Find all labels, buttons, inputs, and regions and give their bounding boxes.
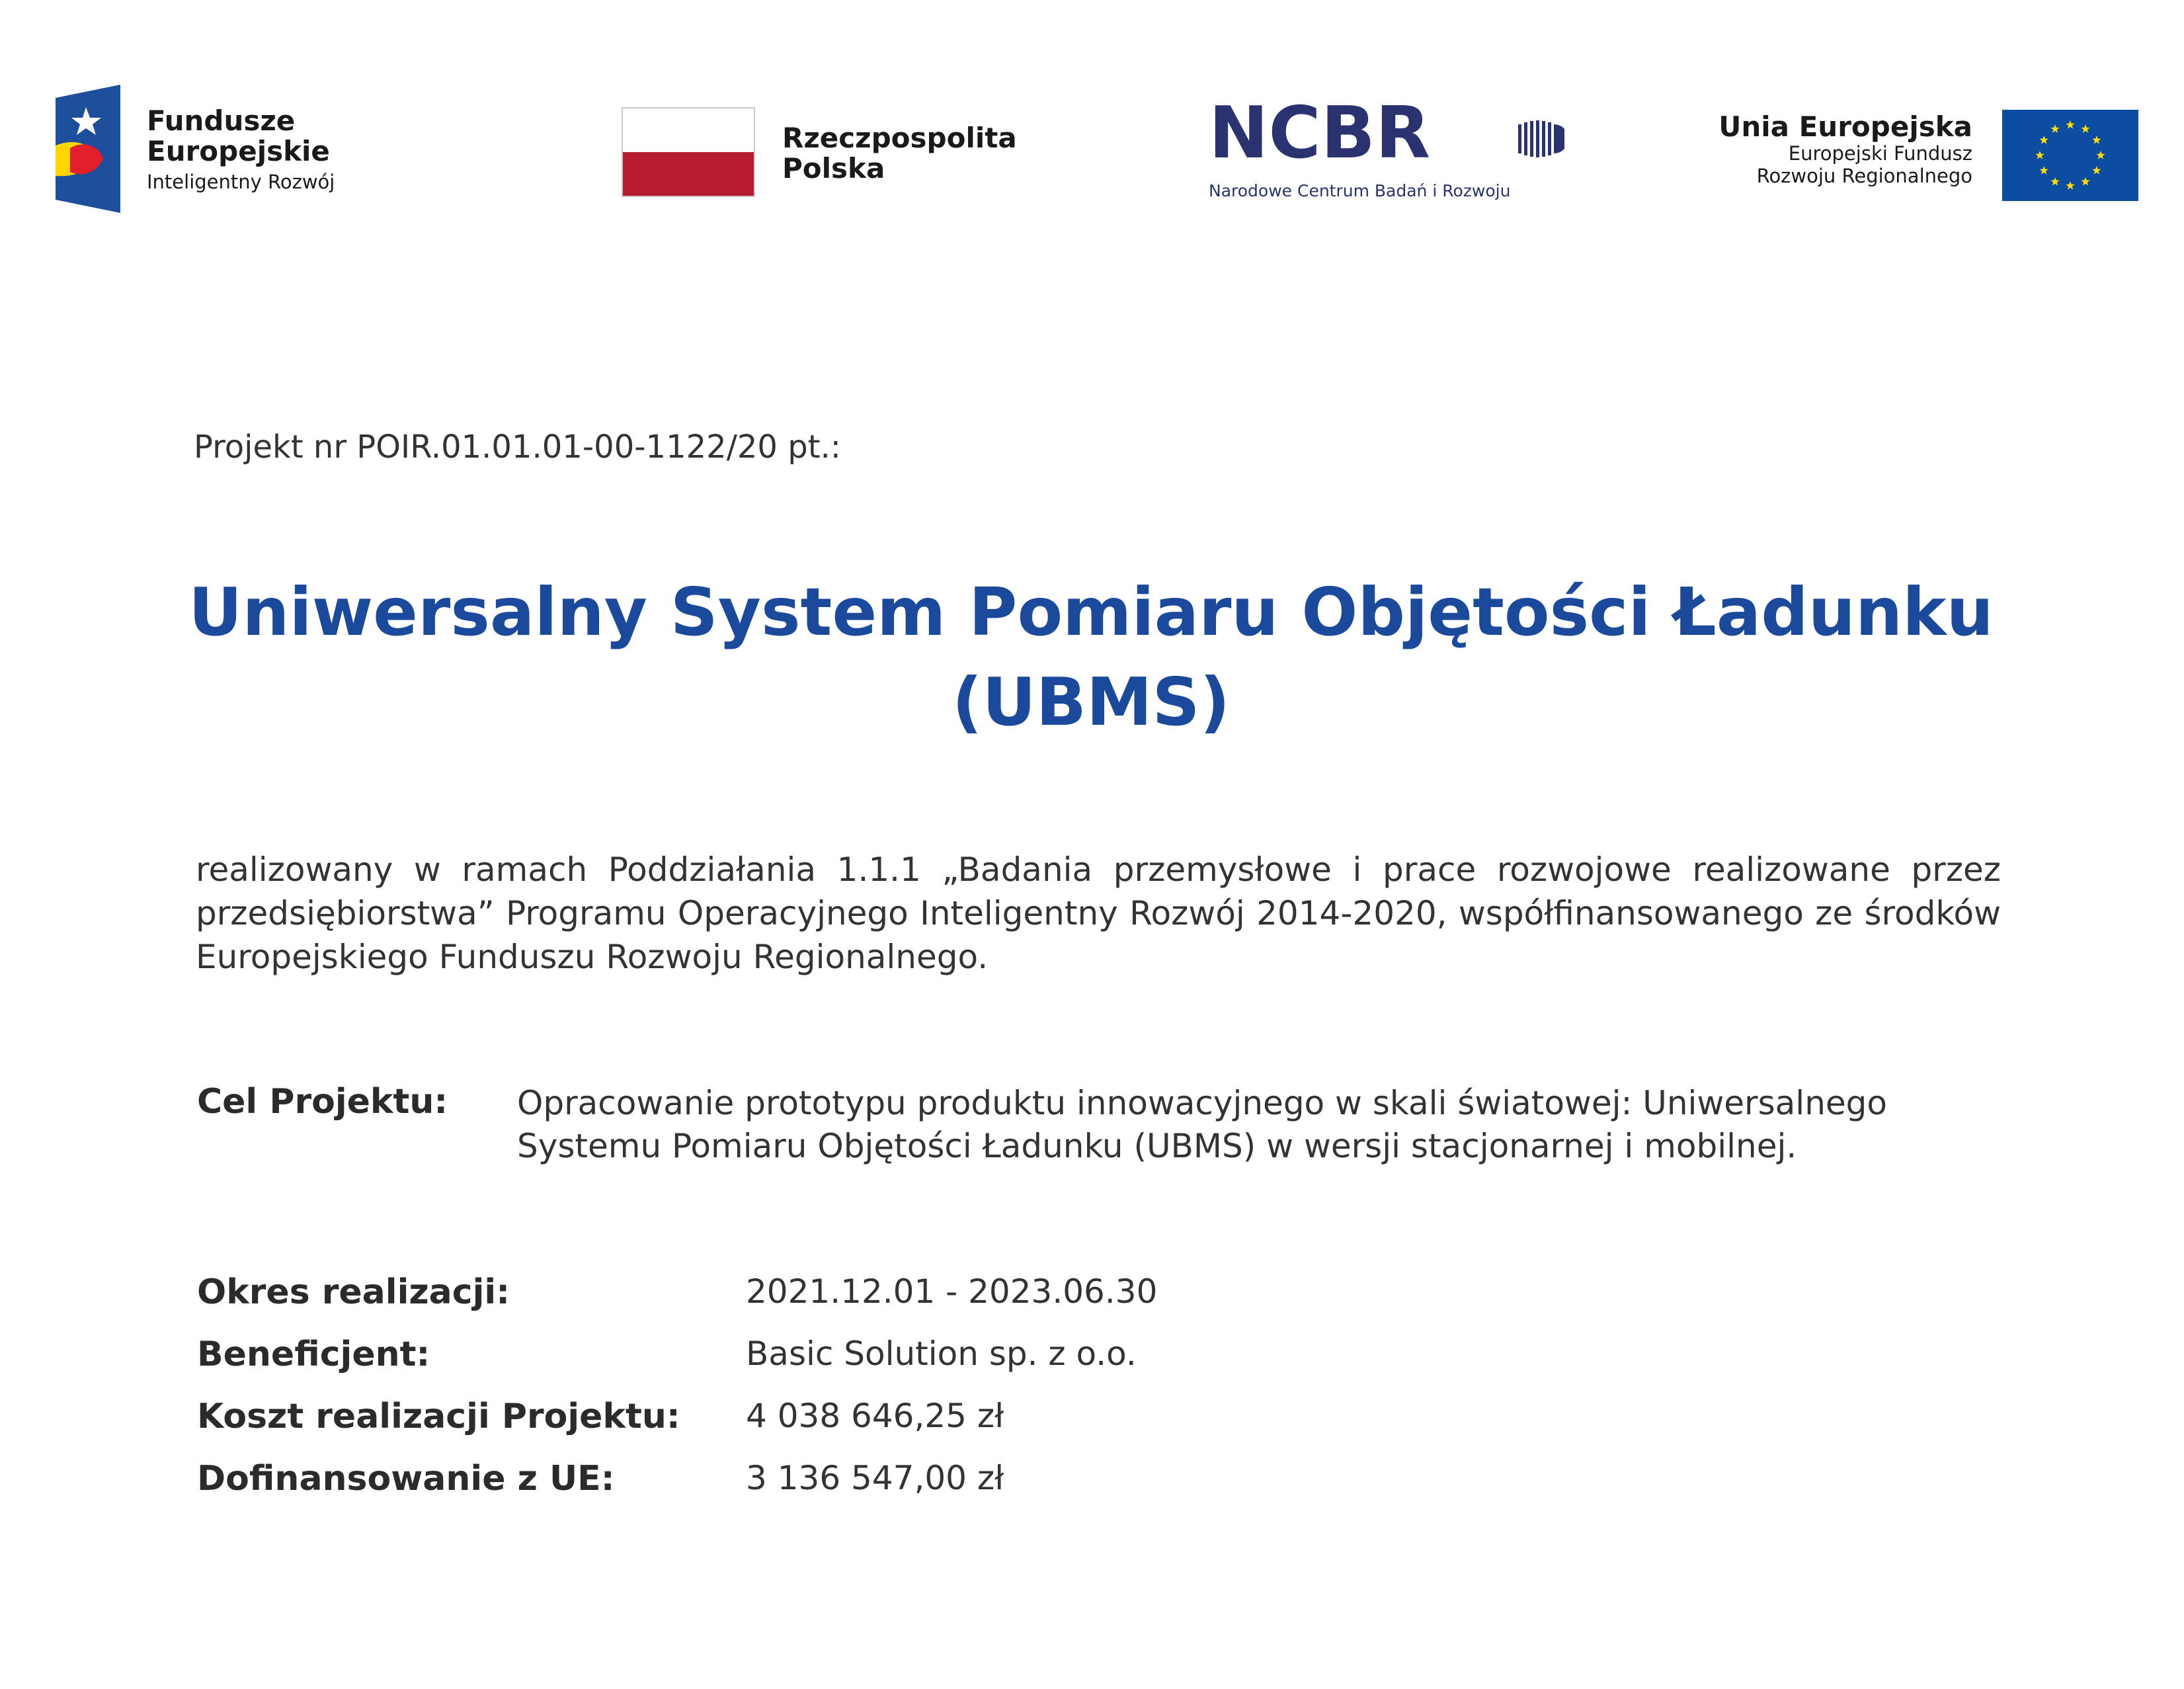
fundusze-europejskie-text	[147, 106, 335, 193]
goal-label: Cel Projektu:	[197, 1082, 448, 1122]
ncbr-stripes-icon	[1518, 120, 1564, 157]
project-description: realizowany w ramach Poddziałania 1.1.1 „Badania przemysłowe i prace rozwojowe realizowane przez przedsiębiorstwa” Programu Operacyjnego Inteligentny Rozwój 2014-2020, współfinansowanego ze środków Europejskiego Funduszu Rozwoju Regionalnego.	[196, 850, 2001, 976]
project-number: Projekt nr POIR.01.01.01-00-1122/20 pt.:	[194, 429, 841, 466]
fundusze-line3: Inteligentny Rozwój	[147, 171, 335, 194]
eu-flag-icon	[2002, 110, 2138, 201]
detail-row-cost	[197, 1397, 1784, 1450]
detail-label: Beneficjent:	[197, 1335, 430, 1374]
unia-europejska-text	[1719, 111, 1972, 187]
detail-label: Okres realizacji:	[197, 1272, 510, 1312]
rzeczpospolita-polska-text	[782, 123, 1017, 184]
ncbr-subtitle: Narodowe Centrum Badań i Rozwoju	[1209, 181, 1511, 200]
project-title	[165, 567, 2017, 747]
detail-row-funding	[197, 1459, 1784, 1512]
poland-flag-icon	[622, 107, 755, 197]
detail-label: Dofinansowanie z UE:	[197, 1459, 615, 1499]
detail-label: Koszt realizacji Projektu:	[197, 1397, 680, 1436]
project-title-line1: Uniwersalny System Pomiaru Objętości Ładunku	[188, 573, 1994, 651]
detail-value: Basic Solution sp. z o.o.	[746, 1335, 1137, 1373]
fundusze-line1: Fundusze	[147, 104, 296, 137]
fundusze-europejskie-logo-icon	[56, 85, 120, 213]
rzeczpospolita-line2: Polska	[782, 152, 885, 185]
detail-value: 2021.12.01 - 2023.06.30	[746, 1272, 1158, 1311]
unia-line2: Europejski Fundusz	[1788, 142, 1972, 165]
goal-text: Opracowanie prototypu produktu innowacyjnego w skali światowej: Uniwersalnego Systemu Pomiaru Objętości Ładunku (UBMS) w wersji stacjonarnej i mobilnej.	[517, 1084, 1887, 1165]
fundusze-line2: Europejskie	[147, 135, 330, 168]
unia-line1: Unia Europejska	[1719, 110, 1972, 143]
rzeczpospolita-line1: Rzeczpospolita	[782, 122, 1017, 154]
detail-value: 3 136 547,00 zł	[746, 1459, 1004, 1497]
unia-line3: Rozwoju Regionalnego	[1756, 164, 1972, 187]
detail-row-beneficiary	[197, 1335, 1784, 1387]
detail-value: 4 038 646,25 zł	[746, 1397, 1004, 1435]
ncbr-wordmark: NCBR	[1209, 92, 1431, 175]
project-title-line2: (UBMS)	[951, 663, 1231, 741]
detail-row-period	[197, 1272, 1784, 1325]
